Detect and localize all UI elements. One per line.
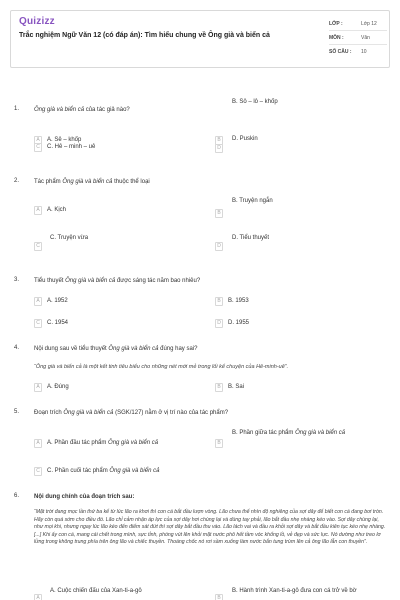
question-number: 1. [14, 106, 20, 112]
option-text: A. Sê – khốp [47, 137, 82, 143]
option-letter-box: A [34, 297, 42, 306]
meta-value: Văn [361, 34, 370, 41]
option-letter-box: C [34, 319, 42, 328]
option-d-text: D. Puskin [232, 136, 258, 142]
option-letter-box: A [34, 383, 42, 392]
meta-row-class [329, 17, 387, 31]
option-b[interactable] [215, 295, 249, 307]
option-b[interactable] [215, 381, 244, 393]
option-letter-box: B [215, 383, 223, 392]
quizizz-logo: Quizizz [19, 16, 55, 27]
question-number: 2. [14, 178, 20, 184]
question-quote: “Ông già và biển cả là một kết tinh tiêu biểu cho những nét mới mẻ trong lối kể chuyện của Hê-minh-uê”. [34, 364, 289, 370]
option-c[interactable] [34, 240, 42, 252]
option-letter-box: A [34, 439, 42, 448]
option-c-text: C. Truyện vừa [50, 235, 89, 241]
option-letter-box: D [215, 144, 223, 153]
meta-row-subject [329, 31, 387, 45]
option-letter-box: A [34, 594, 42, 600]
option-text: C. 1954 [47, 320, 69, 326]
question-text: Nội dung chính của đoạn trích sau: [34, 494, 135, 500]
option-letter-box: A [34, 206, 42, 215]
meta-row-count [329, 45, 387, 59]
option-letter-box: D [215, 242, 223, 251]
option-a[interactable] [34, 204, 66, 216]
worksheet-meta [329, 17, 387, 59]
option-letter-box: B [215, 594, 223, 600]
option-letter-box: B [215, 136, 223, 145]
option-d[interactable] [215, 240, 223, 252]
question-text: Tiểu thuyết Ông già và biển cả được sáng tác năm bao nhiêu? [34, 278, 201, 284]
option-b-text: B. Phần giữa tác phẩm Ông già và biển cả [232, 430, 346, 436]
option-letter-box: C [34, 467, 42, 476]
option-d[interactable] [215, 142, 223, 154]
option-b-text: B. Sô – lô – khốp [232, 99, 278, 105]
option-letter-box: B [215, 209, 223, 218]
question-passage: “Mặt trời đang mọc lần thứ ba kể từ lúc lão ra khơi thì con cá bắt đầu lượn vòng. Lão chưa thể nhìn độ nghiêng của sợi dây để biết con cá đang bơi tròn. Hãy còn quá sớm cho điều đó. Lão chỉ cảm nhận áp lực của sợi dây hơi chùng lại và dùng tay phải, lão bắt đầu nhẹ nhàng kéo vào. Sợi dây chùng lại, như mọi khi, nhưng ngay lúc lão kéo đến điểm sát đứt thì sợi dây bắt đầu thu vào. Lão lách vai và đầu ra khỏi sợi dây và bắt đầu kiên tục kéo nhẹ nhàng. [...] Khi ấy con cá, mang cái chết trong mình, sực tỉnh, phóng vút lên khỏi mặt nước phô hết tầm vóc khổng lồ, vẻ đẹp và sức lực. Nó dường như treo lơ lửng trong không trung phía trên ông lão và chiếc thuyền. Thoáng chốc nó rơi sầm xuống làm nước bắn tung trùm lên cả ông lão lẫn con thuyền”. [34, 509, 386, 546]
question-number: 6. [14, 493, 20, 499]
question-text: Đoạn trích Ông già và biển cả (SGK/127) nằm ở vị trí nào của tác phẩm? [34, 410, 229, 416]
option-c[interactable] [34, 141, 95, 153]
option-letter-box: C [34, 242, 42, 251]
question-text: Ông già và biển cả của tác giả nào? [34, 107, 130, 113]
option-letter-box: A [34, 136, 42, 145]
option-text: B. 1953 [228, 298, 249, 304]
option-text: C. Hê – minh – uê [47, 144, 96, 150]
option-a-text: A. Cuộc chiến đấu của Xan-ti-a-gô [50, 588, 142, 594]
option-text: A. Phần đầu tác phẩm Ông già và biển cả [47, 440, 159, 446]
option-letter-box: C [34, 143, 42, 152]
worksheet-header [10, 10, 390, 68]
option-b-text: B. Truyện ngắn [232, 198, 273, 204]
meta-value: Lớp 12 [361, 20, 377, 27]
option-text: D. 1955 [228, 320, 250, 326]
meta-label: SỐ CÂU : [329, 49, 352, 55]
option-b-text: B. Hành trình Xan-ti-a-gô đưa con cá trở về bờ [232, 588, 357, 594]
question-number: 4. [14, 345, 20, 351]
option-c[interactable] [34, 317, 68, 329]
meta-value: 10 [361, 49, 367, 55]
question-number: 5. [14, 409, 20, 415]
question-text: Tác phẩm Ông già và biển cả thuộc thể loại [34, 179, 150, 185]
option-text: B. Sai [228, 384, 245, 390]
option-d[interactable] [215, 317, 249, 329]
option-letter-box: B [215, 297, 223, 306]
question-text: Nội dung sau về tiểu thuyết Ông già và biển cả đúng hay sai? [34, 346, 198, 352]
question-number: 3. [14, 277, 20, 283]
option-d-text: D. Tiểu thuyết [232, 235, 270, 241]
option-a[interactable] [34, 295, 68, 307]
option-c[interactable] [34, 465, 159, 477]
option-b[interactable] [215, 437, 223, 449]
option-text: A. Kịch [47, 207, 67, 213]
option-text: A. Đúng [47, 384, 69, 390]
option-a[interactable] [34, 592, 42, 600]
option-a[interactable] [34, 381, 69, 393]
option-b[interactable] [215, 207, 223, 219]
option-text: C. Phần cuối tác phẩm Ông già và biển cả [47, 468, 160, 474]
option-b[interactable] [215, 592, 223, 600]
meta-label: MÔN : [329, 34, 344, 41]
option-text: A. 1952 [47, 298, 68, 304]
meta-label: LỚP : [329, 20, 343, 27]
option-letter-box: D [215, 319, 223, 328]
option-a[interactable] [34, 437, 158, 449]
option-letter-box: B [215, 439, 223, 448]
worksheet-title: Trắc nghiệm Ngữ Văn 12 (có đáp án): Tìm hiểu chung về Ông già và biển cả [19, 32, 270, 39]
